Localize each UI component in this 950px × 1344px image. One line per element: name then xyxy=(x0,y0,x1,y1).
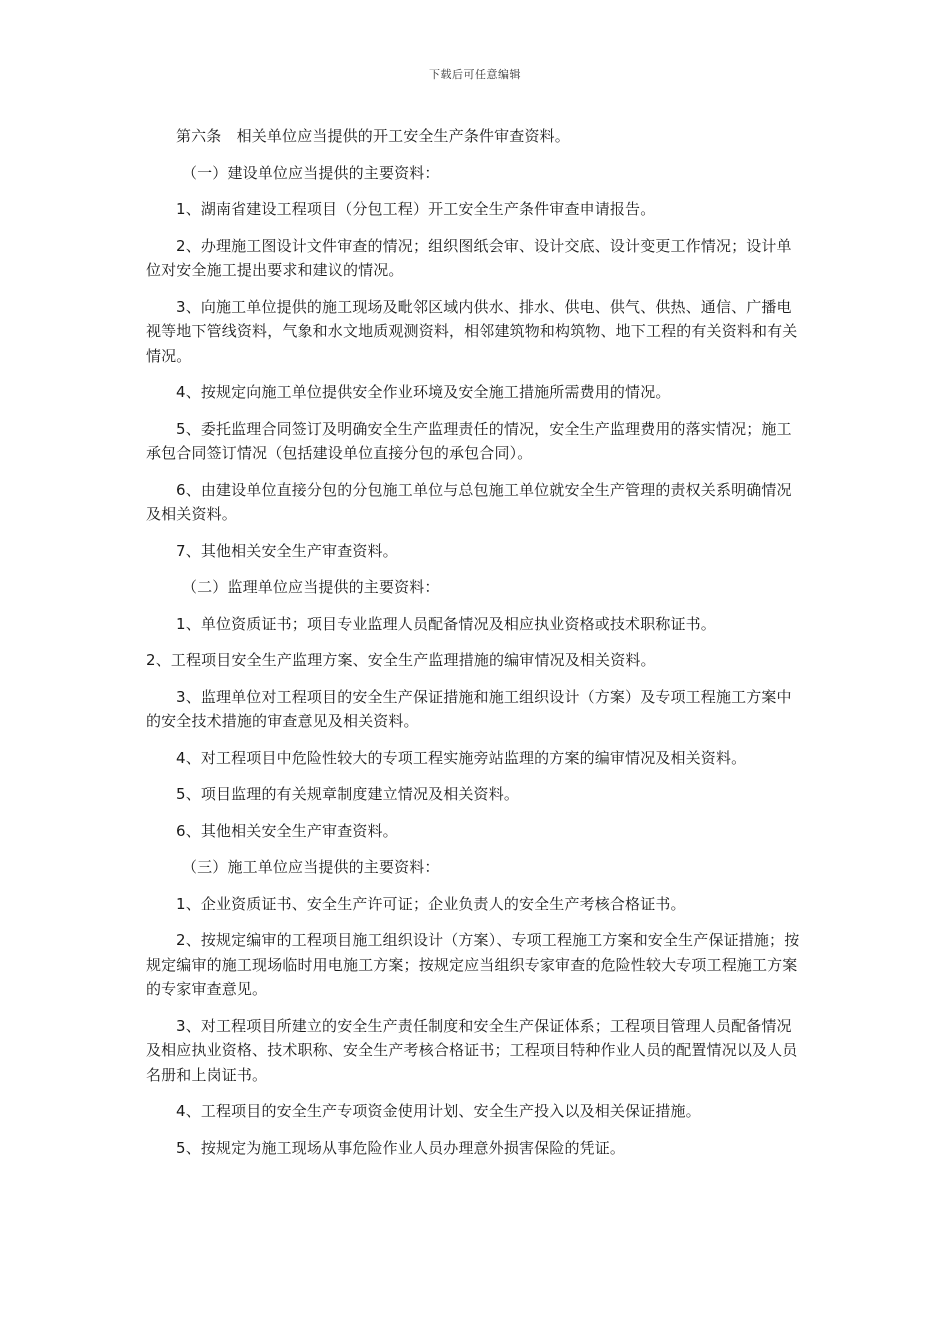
paragraph: （二）监理单位应当提供的主要资料： xyxy=(182,578,440,596)
paragraph: 5、委托监理合同签订及明确安全生产监理责任的情况，安全生产监理费用的落实情况；施工承包合同签订情况（包括建设单位直接分包的承包合同）。 xyxy=(146,419,792,462)
paragraph: 5、项目监理的有关规章制度建立情况及相关资料。 xyxy=(176,785,519,803)
paragraph: 2、工程项目安全生产监理方案、安全生产监理措施的编审情况及相关资料。 xyxy=(146,651,656,669)
paragraph: 1、企业资质证书、安全生产许可证；企业负责人的安全生产考核合格证书。 xyxy=(176,894,686,913)
paragraph: 6、其他相关安全生产审查资料。 xyxy=(176,821,398,840)
paragraph: 4、按规定向施工单位提供安全作业环境及安全施工措施所需费用的情况。 xyxy=(176,383,671,401)
paragraph: 4、工程项目的安全生产专项资金使用计划、安全生产投入以及相关保证措施。 xyxy=(176,1102,701,1120)
paragraph: 7、其他相关安全生产审查资料。 xyxy=(176,541,398,560)
paragraph: 1、湖南省建设工程项目（分包工程）开工安全生产条件审查申请报告。 xyxy=(176,200,656,218)
paragraph: 3、对工程项目所建立的安全生产责任制度和安全生产保证体系；工程项目管理人员配备情况及相应执业资格、技术职称、安全生产考核合格证书；工程项目特种作业人员的配置情况以及人员名册和上岗证书。 xyxy=(146,1016,798,1084)
paragraph: 2、按规定编审的工程项目施工组织设计（方案）、专项工程施工方案和安全生产保证措施；按规定编审的施工现场临时用电施工方案；按规定应当组织专家审查的危险性较大专项工程施工方案的专家审查意见。 xyxy=(146,931,800,998)
paragraph: 5、按规定为施工现场从事危险作业人员办理意外损害保险的凭证。 xyxy=(176,1138,626,1157)
paragraph: 1、单位资质证书；项目专业监理人员配备情况及相应执业资格或技术职称证书。 xyxy=(176,614,716,633)
paragraph: 3、向施工单位提供的施工现场及毗邻区域内供水、排水、供电、供气、供热、通信、广播电视等地下管线资料，气象和水文地质观测资料，相邻建筑物和构筑物、地下工程的有关资料和有关情况。 xyxy=(146,297,798,365)
document-body xyxy=(146,124,806,1172)
paragraph: 6、由建设单位直接分包的分包施工单位与总包施工单位就安全生产管理的责权关系明确情况及相关资料。 xyxy=(146,480,792,523)
paragraph: （一）建设单位应当提供的主要资料： xyxy=(182,163,440,182)
page-header: 下载后可任意编辑 xyxy=(429,68,521,81)
paragraph: （三）施工单位应当提供的主要资料： xyxy=(182,858,440,876)
paragraph: 3、监理单位对工程项目的安全生产保证措施和施工组织设计（方案）及专项工程施工方案中的安全技术措施的审查意见及相关资料。 xyxy=(146,687,792,730)
paragraph: 2、办理施工图设计文件审查的情况；组织图纸会审、设计交底、设计变更工作情况；设计单位对安全施工提出要求和建议的情况。 xyxy=(146,236,792,279)
paragraph: 第六条 相关单位应当提供的开工安全生产条件审查资料。 xyxy=(176,127,570,145)
paragraph: 4、对工程项目中危险性较大的专项工程实施旁站监理的方案的编审情况及相关资料。 xyxy=(176,748,747,767)
